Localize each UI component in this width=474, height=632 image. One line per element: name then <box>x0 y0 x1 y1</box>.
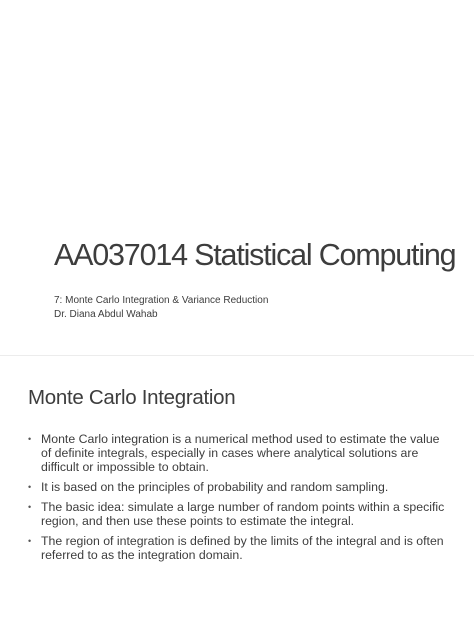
bullet-text: It is based on the principles of probability and random sampling. <box>41 480 389 494</box>
bullet-icon: • <box>28 502 32 512</box>
bullet-text: The region of integration is defined by the limits of the integral and is often referred to as the integration domain. <box>41 534 444 562</box>
bullet-item <box>28 480 448 494</box>
bullet-item <box>28 534 448 562</box>
bullet-text: The basic idea: simulate a large number of random points within a specific region, and then use these points to estimate the integral. <box>41 500 445 528</box>
content-slide <box>0 356 474 632</box>
course-title: AA037014 Statistical Computing <box>54 238 456 272</box>
lecture-subtitle: 7: Monte Carlo Integration & Variance Reduction <box>54 295 269 306</box>
bullet-list <box>28 432 448 568</box>
slide-heading: Monte Carlo Integration <box>28 386 236 409</box>
bullet-item <box>28 500 448 528</box>
bullet-item <box>28 432 448 474</box>
lecturer-name: Dr. Diana Abdul Wahab <box>54 309 158 320</box>
bullet-text: Monte Carlo integration is a numerical method used to estimate the value of definite integrals, especially in cases where analytical solutions are difficult or impossible to obtain. <box>41 432 440 474</box>
bullet-icon: • <box>28 536 32 546</box>
bullet-icon: • <box>28 434 32 444</box>
bullet-icon: • <box>28 482 32 492</box>
